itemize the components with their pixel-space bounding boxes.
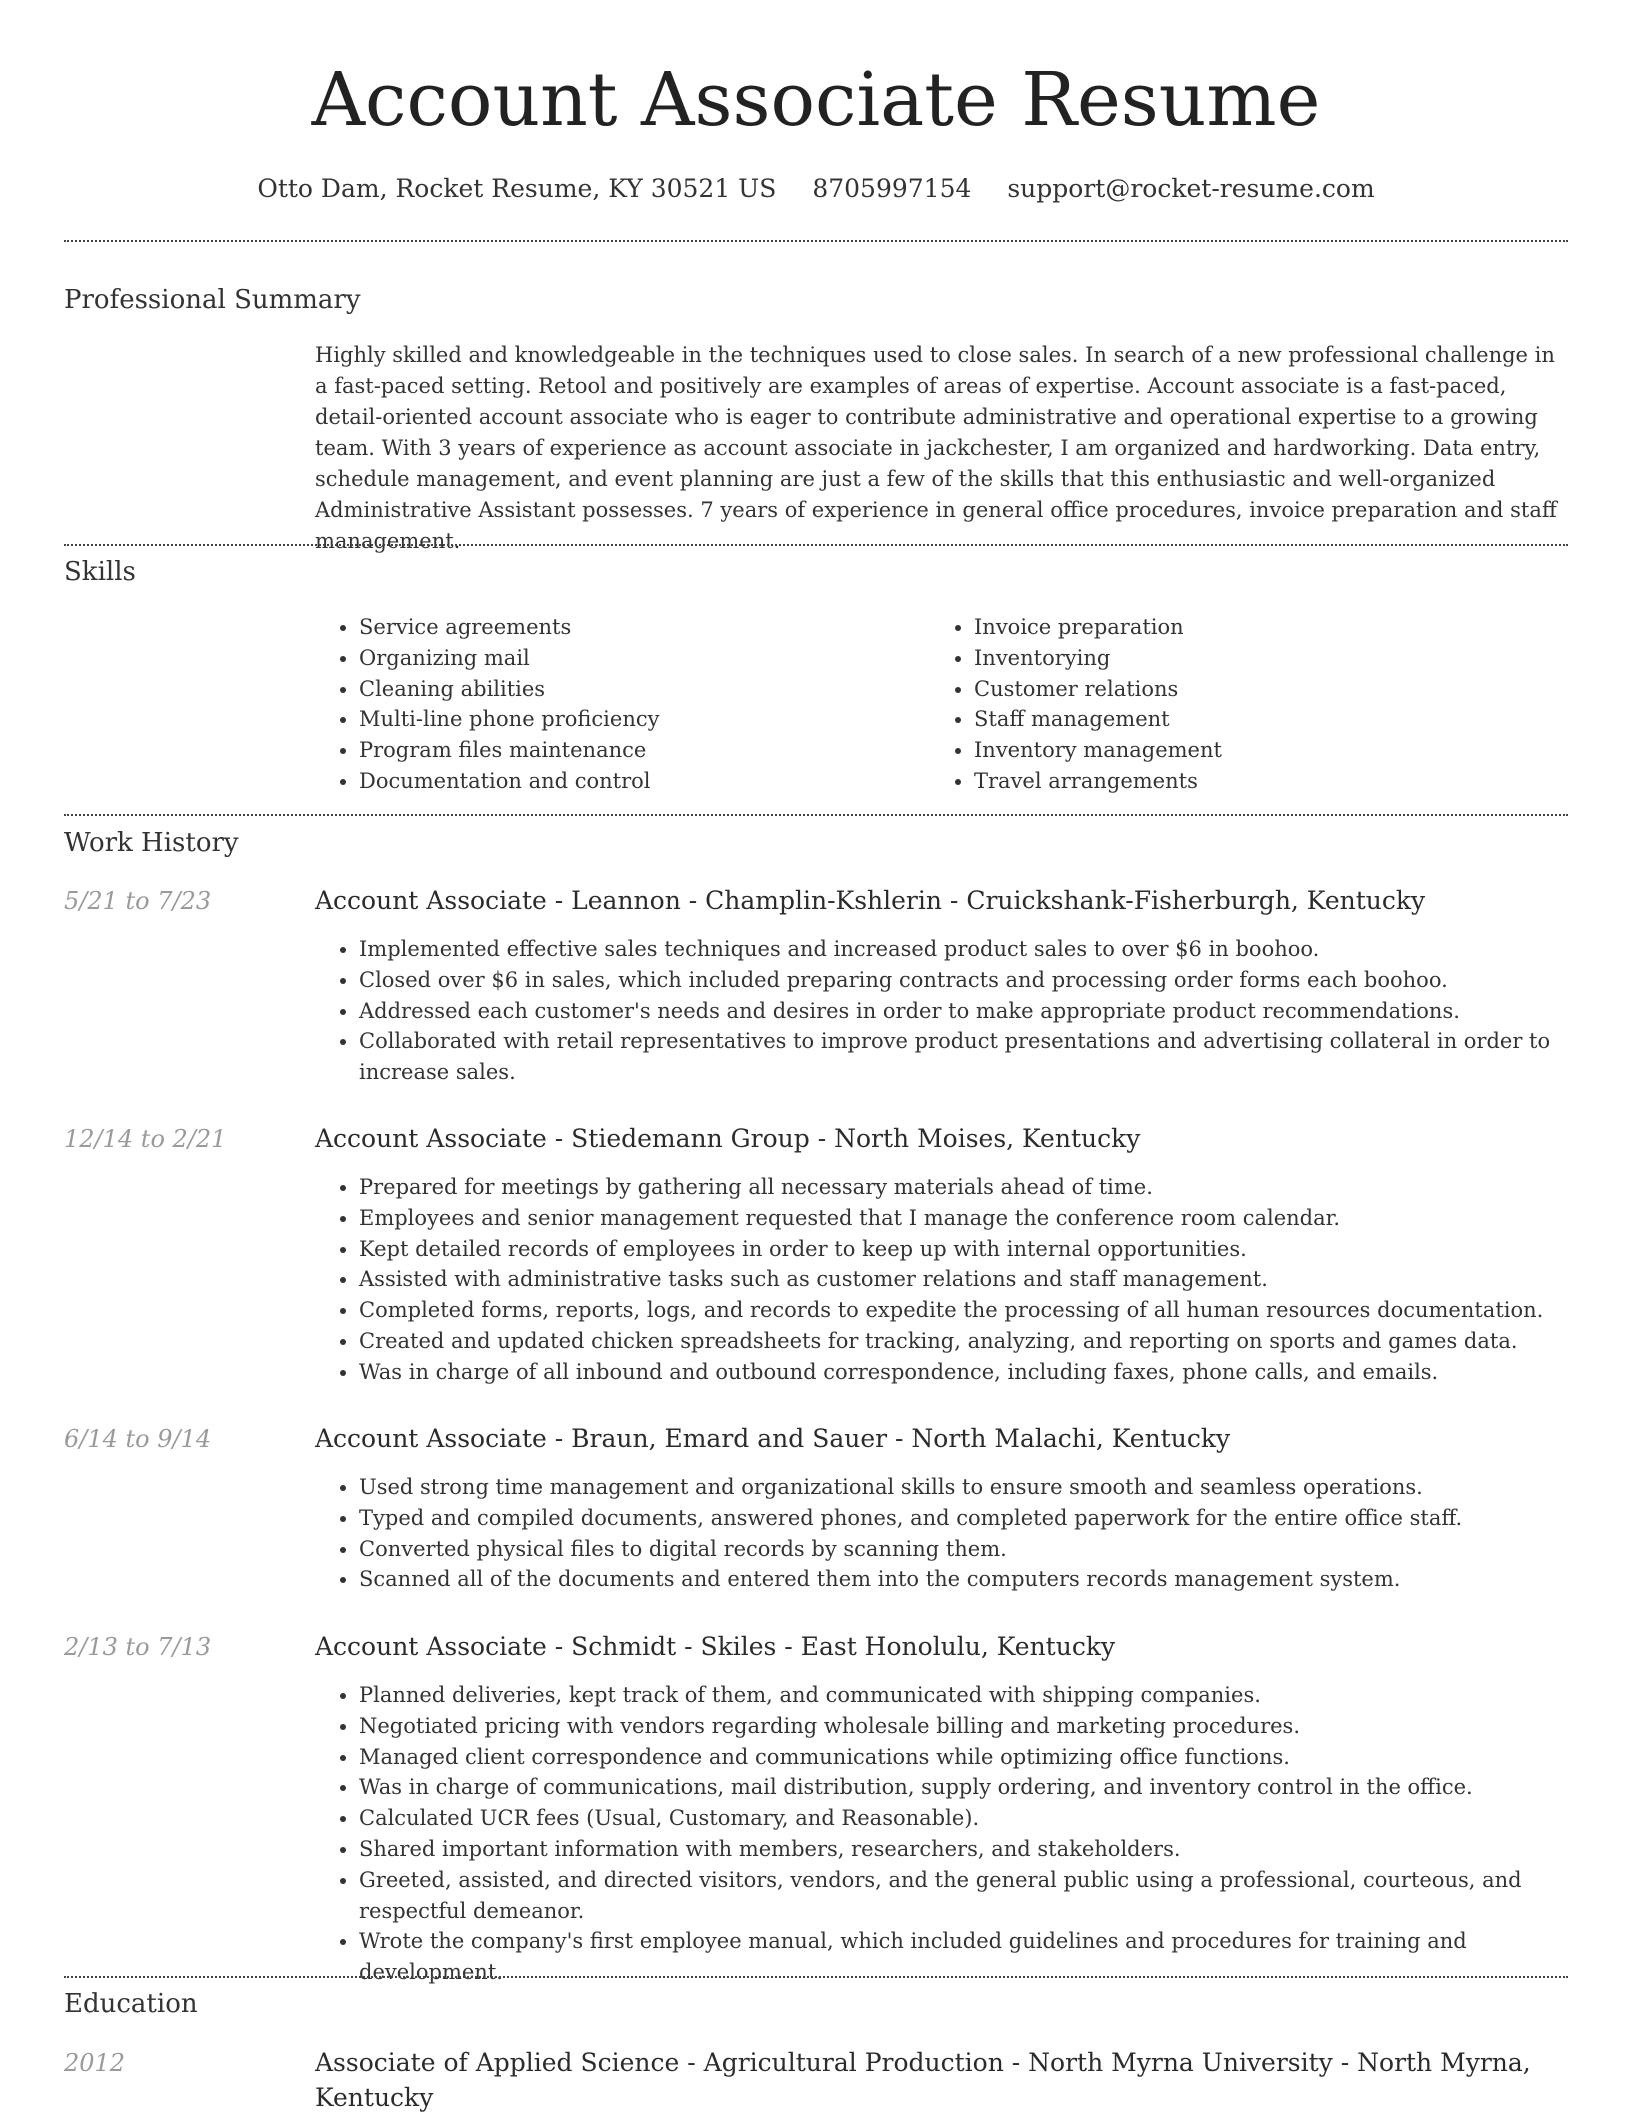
summary-text: Highly skilled and knowledgeable in the techniques used to close sales. In search of a new professional challenge in a fast-paced setting. Retool and positively are examples of areas of expertise. Account associate is a fast-paced, detail-oriented account associate who is eager to contribute administrative and operational expertise to a growing team. With 3 years of experience as account associate in jackchester, I am organized and hardworking. Data entry, schedule management, and event planning are just a few of the skills that this enthusiastic and well-organized Administrative Assistant possesses. 7 years of experience in general office procedures, invoice preparation and staff management. bbox=[315, 343, 1557, 553]
skill-item: • Cleaning abilities bbox=[359, 674, 659, 705]
skills-column-left bbox=[315, 612, 659, 797]
job-bullets bbox=[315, 1172, 1612, 1388]
job-bullets bbox=[315, 934, 1612, 1088]
skill-item: • Invoice preparation bbox=[974, 612, 1222, 643]
contact-phone: 8705997154 bbox=[812, 174, 972, 203]
job-bullet: • Completed forms, reports, logs, and records to expedite the processing of all human resources documentation. bbox=[359, 1295, 1612, 1326]
section-divider bbox=[64, 240, 1568, 242]
section-divider bbox=[64, 544, 1568, 546]
job-bullet: • Used strong time management and organizational skills to ensure smooth and seamless operations. bbox=[359, 1472, 1612, 1503]
job-bullet: • Created and updated chicken spreadsheets for tracking, analyzing, and reporting on sports and games data. bbox=[359, 1326, 1612, 1357]
job-title: Account Associate - Braun, Emard and Sauer - North Malachi, Kentucky bbox=[315, 1424, 1231, 1453]
job-bullet: • Calculated UCR fees (Usual, Customary, and Reasonable). bbox=[359, 1803, 1612, 1834]
job-title: Account Associate - Stiedemann Group - North Moises, Kentucky bbox=[315, 1124, 1141, 1153]
job-bullet: • Closed over $6 in sales, which included preparing contracts and processing order forms each boohoo. bbox=[359, 965, 1612, 996]
section-divider bbox=[64, 814, 1568, 816]
skill-item: • Organizing mail bbox=[359, 643, 659, 674]
job-title: Account Associate - Leannon - Champlin-Kshlerin - Cruickshank-Fisherburgh, Kentucky bbox=[315, 886, 1426, 915]
contact-line bbox=[0, 171, 1632, 207]
job-dates: 12/14 to 2/21 bbox=[64, 1125, 227, 1153]
resume-title: Account Associate Resume bbox=[311, 57, 1321, 143]
education-year: 2012 bbox=[64, 2049, 126, 2077]
job-bullet: • Converted physical files to digital records by scanning them. bbox=[359, 1534, 1612, 1565]
job-bullet: • Addressed each customer's needs and desires in order to make appropriate product recommendations. bbox=[359, 996, 1612, 1027]
section-divider bbox=[64, 1976, 1568, 1978]
skill-item: • Staff management bbox=[974, 704, 1222, 735]
job-bullet: • Typed and compiled documents, answered phones, and completed paperwork for the entire office staff. bbox=[359, 1503, 1612, 1534]
job-bullet: • Implemented effective sales techniques and increased product sales to over $6 in boohoo. bbox=[359, 934, 1612, 965]
job-bullet: • Wrote the company's first employee manual, which included guidelines and procedures for training and development. bbox=[359, 1926, 1612, 1988]
skills-column-right bbox=[930, 612, 1222, 797]
job-bullet: • Prepared for meetings by gathering all necessary materials ahead of time. bbox=[359, 1172, 1612, 1203]
summary-heading: Professional Summary bbox=[64, 285, 361, 315]
job-bullets bbox=[315, 1680, 1612, 1988]
job-bullets bbox=[315, 1472, 1612, 1595]
contact-address: Otto Dam, Rocket Resume, KY 30521 US bbox=[257, 174, 777, 203]
skill-item: • Customer relations bbox=[974, 674, 1222, 705]
skill-item: • Service agreements bbox=[359, 612, 659, 643]
job-bullet: • Assisted with administrative tasks such as customer relations and staff management. bbox=[359, 1264, 1612, 1295]
job-bullet: • Scanned all of the documents and entered them into the computers records management system. bbox=[359, 1564, 1612, 1595]
job-bullet: • Kept detailed records of employees in order to keep up with internal opportunities. bbox=[359, 1234, 1612, 1265]
job-bullet: • Greeted, assisted, and directed visitors, vendors, and the general public using a professional, courteous, and respectful demeanor. bbox=[359, 1865, 1612, 1927]
job-dates: 6/14 to 9/14 bbox=[64, 1425, 212, 1453]
job-bullet: • Shared important information with members, researchers, and stakeholders. bbox=[359, 1834, 1612, 1865]
job-bullet: • Negotiated pricing with vendors regarding wholesale billing and marketing procedures. bbox=[359, 1711, 1612, 1742]
contact-email: support@rocket-resume.com bbox=[1007, 174, 1375, 203]
job-dates: 5/21 to 7/23 bbox=[64, 887, 212, 915]
skill-item: • Documentation and control bbox=[359, 766, 659, 797]
skill-item: • Inventorying bbox=[974, 643, 1222, 674]
job-bullet: • Employees and senior management requested that I manage the conference room calendar. bbox=[359, 1203, 1612, 1234]
job-bullet: • Managed client correspondence and communications while optimizing office functions. bbox=[359, 1742, 1612, 1773]
skill-item: • Travel arrangements bbox=[974, 766, 1222, 797]
skill-item: • Inventory management bbox=[974, 735, 1222, 766]
job-bullet: • Was in charge of communications, mail distribution, supply ordering, and inventory control in the office. bbox=[359, 1772, 1612, 1803]
skills-heading: Skills bbox=[64, 557, 136, 587]
job-bullet: • Planned deliveries, kept track of them, and communicated with shipping companies. bbox=[359, 1680, 1612, 1711]
work-history-heading: Work History bbox=[64, 828, 239, 858]
job-dates: 2/13 to 7/13 bbox=[64, 1633, 212, 1661]
education-degree: Associate of Applied Science - Agricultural Production - North Myrna University - North Myrna, Kentucky bbox=[315, 2048, 1531, 2112]
education-heading: Education bbox=[64, 1989, 198, 2019]
skill-item: • Program files maintenance bbox=[359, 735, 659, 766]
job-title: Account Associate - Schmidt - Skiles - East Honolulu, Kentucky bbox=[315, 1632, 1116, 1661]
skill-item: • Multi-line phone proficiency bbox=[359, 704, 659, 735]
job-bullet: • Collaborated with retail representatives to improve product presentations and advertising collateral in order to increase sales. bbox=[359, 1026, 1612, 1088]
job-bullet: • Was in charge of all inbound and outbound correspondence, including faxes, phone calls, and emails. bbox=[359, 1357, 1612, 1388]
